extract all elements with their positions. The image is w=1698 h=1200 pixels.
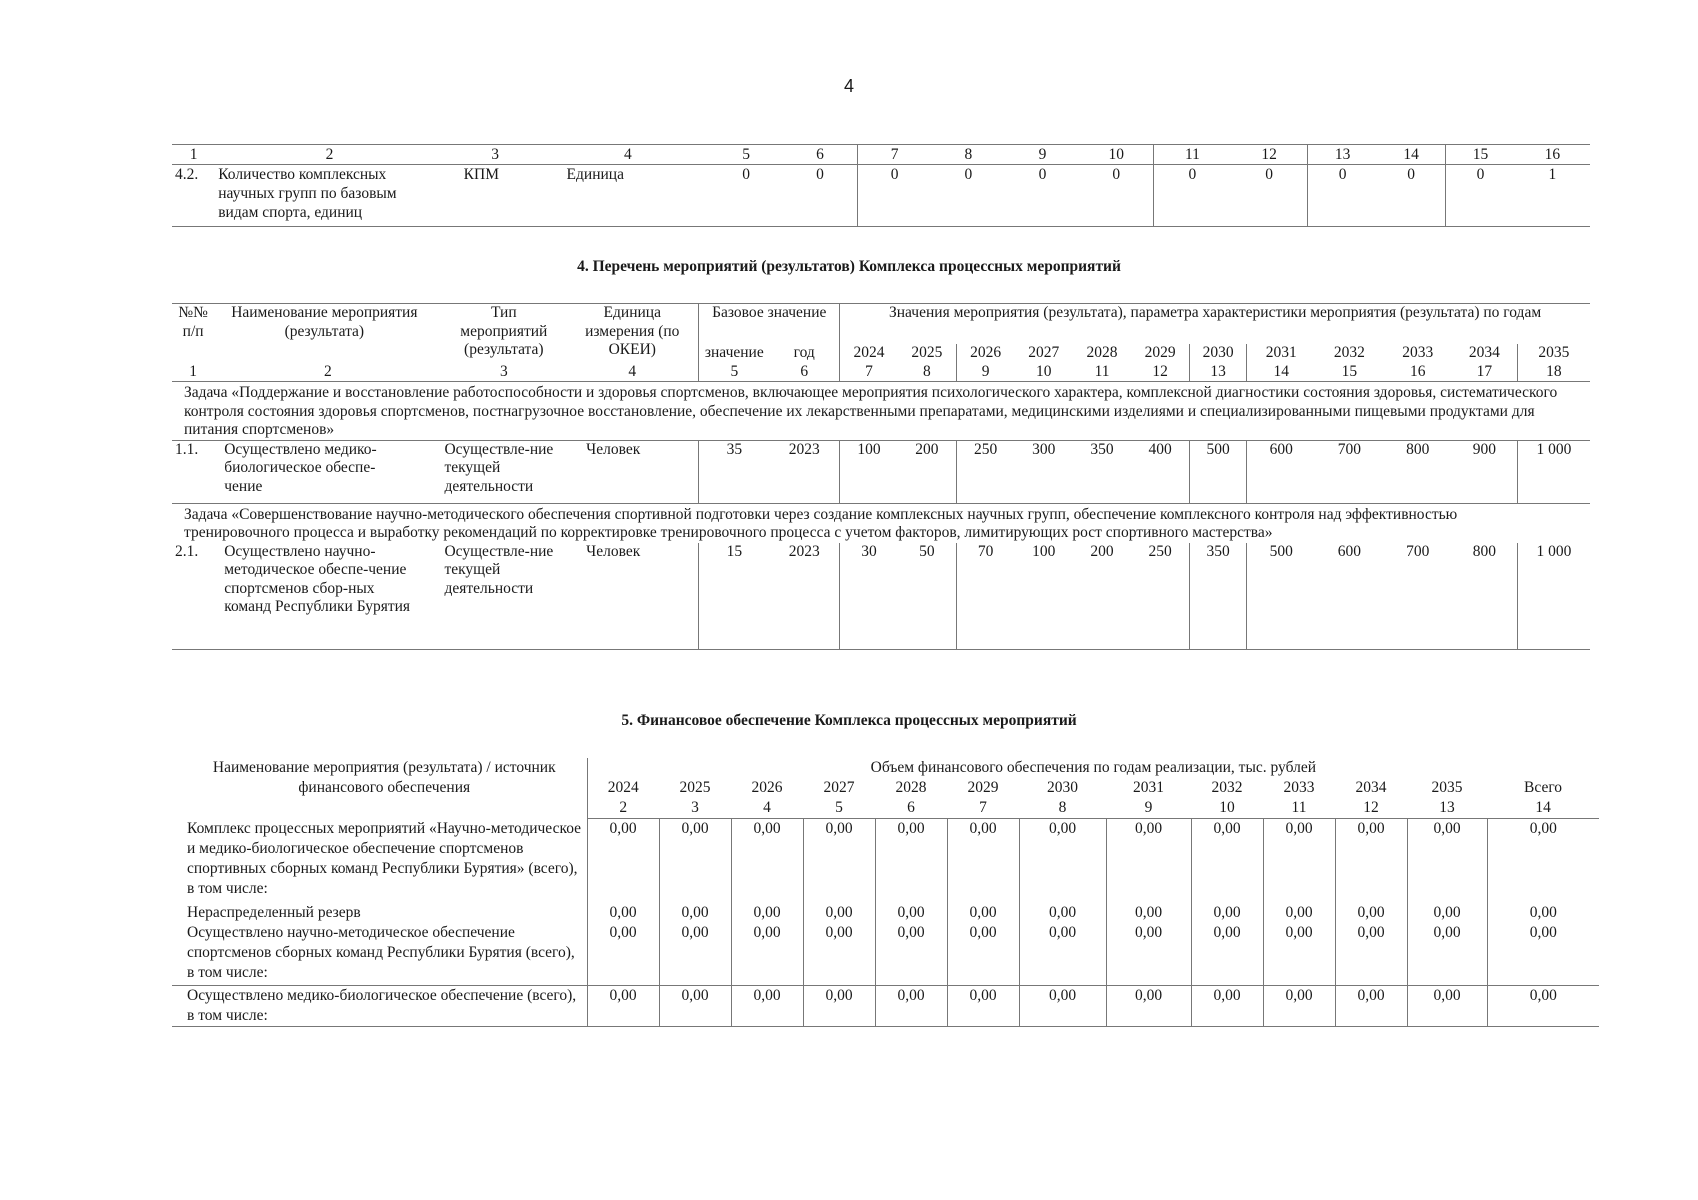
table-cell: 800 <box>1384 440 1452 503</box>
table-cell: 0 <box>1446 165 1515 227</box>
table-cell: 9 <box>956 363 1014 382</box>
table-cell: 400 <box>1131 440 1189 503</box>
table-cell: 0 <box>1231 165 1308 227</box>
table-cell: 0,00 <box>1106 903 1191 923</box>
table-cell: 14 <box>1247 363 1315 382</box>
table-cell: 0,00 <box>1019 985 1106 1026</box>
table-row <box>172 543 1590 650</box>
table-cell: 2031 <box>1265 344 1297 361</box>
table-cell: 11 <box>1073 363 1131 382</box>
indicator-name: Количество комплексных научных групп по базовым видам спорта, единиц <box>215 165 443 227</box>
table-cell: 800 <box>1452 543 1517 650</box>
table-cell: 15 <box>699 543 769 650</box>
table-cell: 0,00 <box>659 923 731 986</box>
table-cell: Человек <box>566 440 699 503</box>
table-cell: 300 <box>1015 440 1073 503</box>
table-row <box>172 819 1599 903</box>
section-5-title: 5. Финансовое обеспечение Комплекса процессных мероприятий <box>621 712 1077 729</box>
table-cell: 0,00 <box>1019 923 1106 986</box>
table-cell: 0,00 <box>1487 923 1599 986</box>
table-cell: 100 <box>1015 543 1073 650</box>
table-cell: 2027 <box>1028 344 1060 361</box>
table-cell: 0,00 <box>803 985 875 1026</box>
table-cell: 0,00 <box>731 819 803 903</box>
table-cell: 30 <box>840 543 898 650</box>
table-cell: 600 <box>1315 543 1383 650</box>
table-cell: 0,00 <box>1407 903 1487 923</box>
table-cell: 200 <box>1073 543 1131 650</box>
table-row <box>172 903 1599 923</box>
table-cell: 0,00 <box>1191 903 1263 923</box>
table-cell: 0 <box>1005 165 1079 227</box>
table-row <box>172 923 1599 986</box>
table-cell: 5 <box>699 363 769 382</box>
table-cell: 6 <box>769 363 839 382</box>
task-row <box>172 503 1590 543</box>
table-cell: 0,00 <box>1407 985 1487 1026</box>
table-cell: 0,00 <box>803 819 875 903</box>
table-cell: 200 <box>898 440 956 503</box>
table-cell: 0,00 <box>1335 923 1407 986</box>
table-cell: 13 <box>1190 363 1247 382</box>
table-cell: 0,00 <box>803 923 875 986</box>
table-cell: КПМ <box>444 165 547 227</box>
table-cell: 15 <box>1315 363 1383 382</box>
table-cell: 2023 <box>769 543 839 650</box>
table-cell: 18 <box>1517 363 1590 382</box>
table-cell: 7 <box>840 363 898 382</box>
table-cell: 0,00 <box>947 819 1019 903</box>
table-cell: 0,00 <box>1263 923 1335 986</box>
table-cell: 0,00 <box>1019 819 1106 903</box>
table-cell: 0 <box>1308 165 1377 227</box>
measure-name: Осуществлено научно-методическое обеспе-чение спортсменов сбор-ных команд Республики Бурятия <box>214 543 441 650</box>
table-row <box>172 165 1590 227</box>
table-cell: 0,00 <box>1191 985 1263 1026</box>
task-row <box>172 382 1590 441</box>
table-cell: 2033 <box>1283 779 1315 796</box>
table-cell: 4 <box>547 145 710 165</box>
table-cell: 10 <box>1015 363 1073 382</box>
table-cell: 0,00 <box>875 923 947 986</box>
task-1-text: Задача «Поддержание и восстановление работоспособности и здоровья спортсменов, включающее мероприятия психологического характера, комплексной диагностики состояния здоровья, систематического контроля состояния здоровья спортсменов, постнагрузочное восстановление, обеспечение их лекарственными препаратами, медицинскими изделиями и специализированными пищевыми продуктами для питания спортсменов» <box>172 382 1590 441</box>
table-cell: 0,00 <box>1191 923 1263 986</box>
table-cell: 600 <box>1247 440 1315 503</box>
table-cell: 0,00 <box>1407 923 1487 986</box>
table-cell: 0,00 <box>875 819 947 903</box>
table-cell: 14 <box>1487 798 1599 819</box>
table-cell: 2028 <box>895 779 927 796</box>
table-cell: 0,00 <box>731 903 803 923</box>
table-cell: Комплекс процессных мероприятий «Научно-методическое и медико-биологическое обеспечение спортсменов спортивных сборных команд Республики Бурятия» (всего), в том числе: <box>172 819 587 903</box>
table-cell: 2030 <box>1047 779 1078 796</box>
table-cell: 0,00 <box>875 903 947 923</box>
table-cell: 100 <box>840 440 898 503</box>
table-cell: 0 <box>857 165 931 227</box>
table-cell: 4 <box>566 363 699 382</box>
header-row <box>172 304 1590 345</box>
table-cell: 2024 <box>853 344 885 361</box>
table-cell: 500 <box>1190 440 1247 503</box>
table-cell: 16 <box>1515 145 1590 165</box>
table-cell: 0,00 <box>1263 985 1335 1026</box>
table-cell: Значения мероприятия (результата), параметра характеристики мероприятия (результата) по годам <box>840 304 1590 345</box>
table-cell: 250 <box>1131 543 1189 650</box>
table-cell: 0,00 <box>875 985 947 1026</box>
table-cell: 9 <box>1106 798 1191 819</box>
table-cell: 0,00 <box>659 903 731 923</box>
table-cell: 0,00 <box>1191 819 1263 903</box>
table-cell: 17 <box>1452 363 1517 382</box>
table-cell: 12 <box>1335 798 1407 819</box>
table-cell: 2027 <box>823 779 855 796</box>
table-cell: 350 <box>1073 440 1131 503</box>
table-cell: Объем финансового обеспечения по годам реализации, тыс. рублей <box>870 759 1316 776</box>
table-cell: 700 <box>1384 543 1452 650</box>
table-cell: 13 <box>1407 798 1487 819</box>
measure-name: Осуществлено медико-биологическое обеспе-чение <box>214 440 441 503</box>
table-cell: 0,00 <box>1529 820 1557 837</box>
section-4-title: 4. Перечень мероприятий (результатов) Комплекса процессных мероприятий <box>577 258 1121 275</box>
table-cell: Единица измерения (по ОКЕИ) <box>566 304 699 363</box>
table-cell: Осуществле-ние текущей деятельности <box>441 440 566 503</box>
table-cell: 3 <box>441 363 566 382</box>
table-cell: 2034 <box>1355 779 1387 796</box>
table-cell: 0,00 <box>947 923 1019 986</box>
finance-table <box>172 758 1599 1027</box>
table-cell: 4.2. <box>172 165 215 227</box>
table-cell: 3 <box>659 798 731 819</box>
table-cell: 12 <box>1231 145 1308 165</box>
table-cell: 350 <box>1190 543 1247 650</box>
table-cell: 10 <box>1191 798 1263 819</box>
table-cell: 0,00 <box>587 903 659 923</box>
table-cell: 2031 <box>1133 779 1164 796</box>
table-cell: Единица <box>547 165 710 227</box>
table-cell: 0,00 <box>659 985 731 1026</box>
table-cell: 12 <box>1131 363 1189 382</box>
table-cell: 0 <box>1377 165 1446 227</box>
table-cell: 2029 <box>967 779 999 796</box>
table-cell: 0 <box>783 165 857 227</box>
table-cell: 0,00 <box>947 985 1019 1026</box>
table-cell: 1.1. <box>172 440 214 503</box>
table-cell: 2 <box>214 363 441 382</box>
table-cell: 8 <box>931 145 1005 165</box>
table-cell: 2025 <box>898 344 956 363</box>
table-cell: 0,00 <box>1407 819 1487 903</box>
table-cell: Осуществлено научно-методическое обеспечение спортсменов сборных команд Республики Бурятия (всего), в том числе: <box>172 923 587 986</box>
table-cell: 6 <box>783 145 857 165</box>
table-cell: 2035 <box>1431 779 1463 796</box>
table-cell: 11 <box>1263 798 1335 819</box>
indicators-table <box>172 144 1590 227</box>
table-cell: 700 <box>1315 440 1383 503</box>
table-cell: Всего <box>1524 779 1563 796</box>
table-cell: 2032 <box>1333 344 1365 361</box>
table-cell: значение <box>704 344 764 361</box>
table-cell: 14 <box>1377 145 1446 165</box>
table-cell: 2 <box>587 798 659 819</box>
table-cell: 2 <box>215 145 443 165</box>
table-cell: 70 <box>956 543 1014 650</box>
table-cell: 0,00 <box>1263 819 1335 903</box>
table-cell: 0,00 <box>1106 819 1191 903</box>
table-cell: 0,00 <box>587 819 659 903</box>
table-cell: Наименование мероприятия (результата) / источник финансового обеспечения <box>172 758 587 819</box>
table-cell: 0,00 <box>731 985 803 1026</box>
table-row <box>172 440 1590 503</box>
table-cell: 8 <box>898 363 956 382</box>
table-cell: 7 <box>857 145 931 165</box>
table-cell: 8 <box>1019 798 1106 819</box>
table-cell: Наименование мероприятия (результата) <box>214 304 441 363</box>
table-cell: 15 <box>1446 145 1515 165</box>
table-cell: 2026 <box>970 344 1002 361</box>
table-cell: №№ п/п <box>172 304 214 363</box>
table-cell: Тип мероприятий (результата) <box>441 304 566 363</box>
table-cell: 13 <box>1308 145 1377 165</box>
table-cell: 2032 <box>1211 779 1243 796</box>
table-cell: 0,00 <box>1263 903 1335 923</box>
page-number: 4 <box>843 76 854 96</box>
measures-table <box>172 303 1590 650</box>
table-cell: 2026 <box>751 779 783 796</box>
table-cell: 0 <box>931 165 1005 227</box>
table-cell: 500 <box>1247 543 1315 650</box>
table-cell: 4 <box>731 798 803 819</box>
table-cell: 0,00 <box>587 985 659 1026</box>
table-cell: 2024 <box>607 779 639 796</box>
task-2-text: Задача «Совершенствование научно-методического обеспечения спортивной подготовки через создание комплексных научных групп, обеспечение комплексного контроля над эффективностью тренировочного процесса и выработку рекомендаций по корректировке тренировочного процесса с учетом факторов, лимитирующих рост спортивного мастерства» <box>184 505 1458 541</box>
table-cell: 0,00 <box>659 819 731 903</box>
table-cell: 5 <box>803 798 875 819</box>
table-cell: 1 000 <box>1517 440 1590 503</box>
table-cell: Осуществлено медико-биологическое обеспечение (всего), в том числе: <box>172 985 587 1026</box>
table-cell: Человек <box>566 543 699 650</box>
table-cell: Нераспределенный резерв <box>172 903 587 923</box>
table-cell: 0,00 <box>1487 985 1599 1026</box>
table-cell: 1 <box>172 145 215 165</box>
table-cell: 2023 <box>769 440 839 503</box>
table-cell: 7 <box>947 798 1019 819</box>
table-cell: 2033 <box>1402 344 1434 361</box>
table-cell: 0,00 <box>1106 985 1191 1026</box>
table-cell: 2029 <box>1131 344 1189 363</box>
table-cell: год <box>769 344 839 363</box>
header-row <box>172 758 1599 778</box>
table-cell: 0,00 <box>1106 923 1191 986</box>
table-cell: 1 <box>1515 165 1590 227</box>
table-cell: 1 <box>172 363 214 382</box>
table-cell: 50 <box>898 543 956 650</box>
table-cell: 2030 <box>1190 344 1247 363</box>
table-cell: 0,00 <box>587 923 659 986</box>
table-cell: 35 <box>699 440 769 503</box>
table-cell: 250 <box>956 440 1014 503</box>
table-cell: 6 <box>875 798 947 819</box>
table-cell: 0,00 <box>1019 903 1106 923</box>
table-cell: 3 <box>444 145 547 165</box>
table-cell: 5 <box>709 145 783 165</box>
column-number-row <box>172 145 1590 165</box>
table-cell: 16 <box>1384 363 1452 382</box>
table-cell: 0,00 <box>803 903 875 923</box>
table-cell: 0 <box>709 165 783 227</box>
table-cell: 0,00 <box>1335 903 1407 923</box>
table-cell: 0,00 <box>1335 985 1407 1026</box>
table-cell: 2028 <box>1086 344 1118 361</box>
table-cell: 10 <box>1080 145 1154 165</box>
table-cell: 2034 <box>1452 344 1517 363</box>
table-cell: Базовое значение <box>699 304 840 345</box>
table-cell: 2.1. <box>172 543 214 650</box>
table-cell: 0 <box>1154 165 1231 227</box>
table-cell: 2035 <box>1538 344 1570 361</box>
table-cell: 11 <box>1154 145 1231 165</box>
table-cell: 0,00 <box>731 923 803 986</box>
table-cell: Осуществле-ние текущей деятельности <box>441 543 566 650</box>
table-row <box>172 985 1599 1026</box>
table-cell: 0 <box>1080 165 1154 227</box>
table-cell: 900 <box>1452 440 1517 503</box>
table-cell: 2025 <box>679 779 711 796</box>
table-cell: 0,00 <box>1529 903 1557 921</box>
table-cell: 1 000 <box>1517 543 1590 650</box>
table-cell: 9 <box>1005 145 1079 165</box>
table-cell: 0,00 <box>947 903 1019 923</box>
table-cell: 0,00 <box>1335 819 1407 903</box>
column-number-row <box>172 363 1590 382</box>
